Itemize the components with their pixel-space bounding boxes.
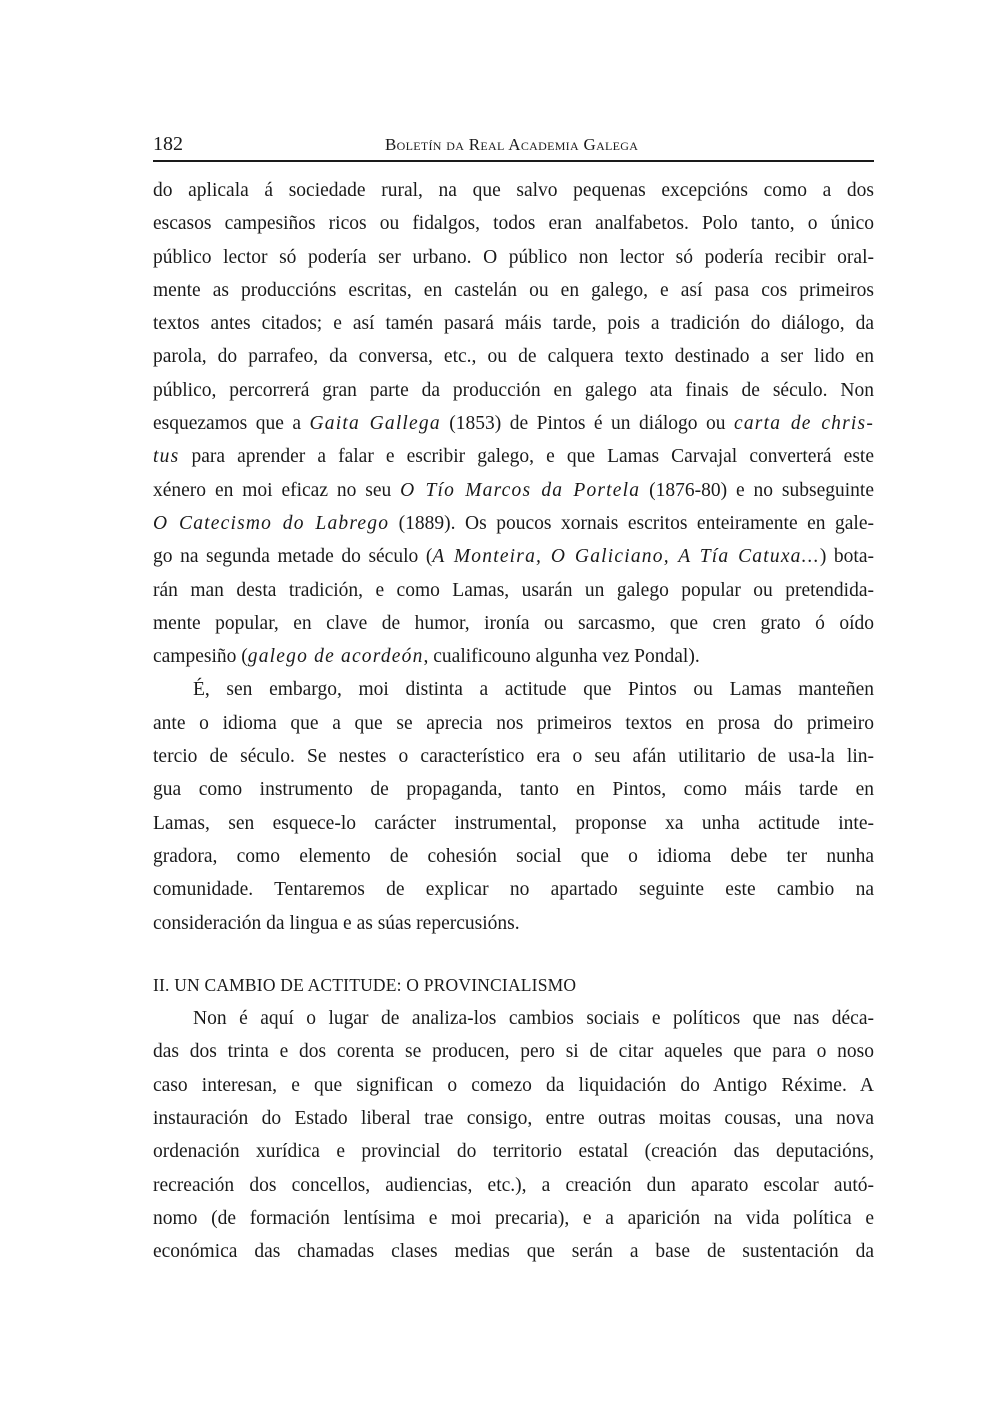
text-line: ordenación xurídica e provincial do territorio estatal (creación das deputacións, [153,1141,874,1163]
text-line [153,507,874,540]
running-header [153,130,874,162]
text-line: escasos campesiños ricos ou fidalgos, todos eran analfabetos. Polo tanto, o único [153,213,874,235]
text-line: instauración do Estado liberal trae consigo, entre outras moitas cousas, una nova [153,1108,874,1130]
text-run: ) bota- [819,546,875,568]
text-line: tercio de século. Se nestes o característico era o seu afán utilitario de usa-la lin- [153,746,874,768]
italic-title: O Catecismo do Labrego [153,512,390,534]
text-line: nomo (de formación lentísima e moi precaria), e a aparición na vida política e [153,1207,874,1229]
text-line: mente popular, en clave de humor, ironía ou sarcasmo, que cren grato ó oído [153,612,874,634]
text-run: para aprender a falar e escribir galego, e que Lamas Carvajal converterá este [179,446,874,468]
paragraph-2 [153,673,874,939]
text-line: caso interesan, e que significan o comezo da liquidación do Antigo Réxime. A [153,1074,874,1096]
italic-title: Gaita Gallega [309,413,441,435]
text-line [153,440,874,473]
text-run: (1853) de Pintos é un diálogo ou [440,413,734,435]
text-line: público, percorrerá gran parte da producción en galego ata finais de século. Non [153,379,874,401]
text-line: consideración da lingua e as súas repercusións. [153,912,520,934]
text-run: campesiño ( [153,646,248,668]
text-line: Lamas, sen esquece-lo carácter instrumental, proponse xa unha actitude inte- [153,812,874,834]
text-run: esquezamos que a [153,413,310,435]
text-run: , cualificouno algunha vez Pondal). [423,646,700,668]
section-heading: II. UN CAMBIO DE ACTITUDE: O PROVINCIALISMO [153,974,577,995]
text-line: É, sen embargo, moi distinta a actitude que Pintos ou Lamas manteñen [193,679,874,701]
document-page [153,130,874,1269]
text-line: Non é aquí o lugar de analiza-los cambios sociais e políticos que nas déca- [193,1008,874,1030]
text-run: xénero en moi eficaz no seu [153,479,401,501]
journal-title: Boletín da Real Academia Galega [385,135,639,154]
text-line [153,640,874,673]
text-line: do aplicala á sociedade rural, na que salvo pequenas excepcións como a dos [153,180,874,201]
text-line: das dos trinta e dos corenta se producen, pero si de citar aqueles que para o noso [153,1041,874,1063]
text-line: comunidade. Tentaremos de explicar no apartado seguinte este cambio na [153,879,874,901]
text-run: go na segunda metade do século ( [153,546,433,568]
text-line [153,474,874,507]
text-run: (1876-80) e no subseguinte [640,479,874,501]
text-line: ante o idioma que a que se aprecia nos primeiros textos en prosa do primeiro [153,712,874,734]
text-line: textos antes citados; e así tamén pasará máis tarde, pois a tradición do diálogo, da [153,313,874,335]
italic-title: O Tío Marcos da Portela [400,479,641,501]
paragraph-1 [153,174,874,673]
page-number: 182 [153,133,183,155]
text-line: gua como instrumento de propaganda, tanto en Pintos, como máis tarde en [153,779,874,801]
text-line: rán man desta tradición, e como Lamas, usarán un galego popular ou pretendida- [153,579,874,601]
text-line [153,540,874,573]
italic-title: tus [153,446,180,468]
text-line: parola, do parrafeo, da conversa, etc., ou de calquera texto destinado a ser lido en [153,346,874,368]
italic-term: galego de acordeón [247,646,424,668]
italic-title: A Monteira, O Galiciano, A Tía Catuxa... [432,546,820,568]
text-run: (1889). Os poucos xornais escritos enteiramente en gale- [389,512,874,534]
text-line: mente as produccións escritas, en castelán ou en galego, e así pasa cos primeiros [153,279,874,301]
text-line: económica das chamadas clases medias que serán a base de sustentación da [153,1241,874,1263]
italic-title: carta de chris- [733,413,875,435]
text-line: público lector só podería ser urbano. O público non lector só podería recibir oral- [153,246,874,268]
text-line [153,407,874,440]
body-text [153,174,874,1269]
text-line: gradora, como elemento de cohesión social que o idioma debe ter nunha [153,845,874,867]
text-line: recreación dos concellos, audiencias, etc.), a creación dun aparato escolar autó- [153,1174,874,1196]
paragraph-3 [153,1002,874,1268]
